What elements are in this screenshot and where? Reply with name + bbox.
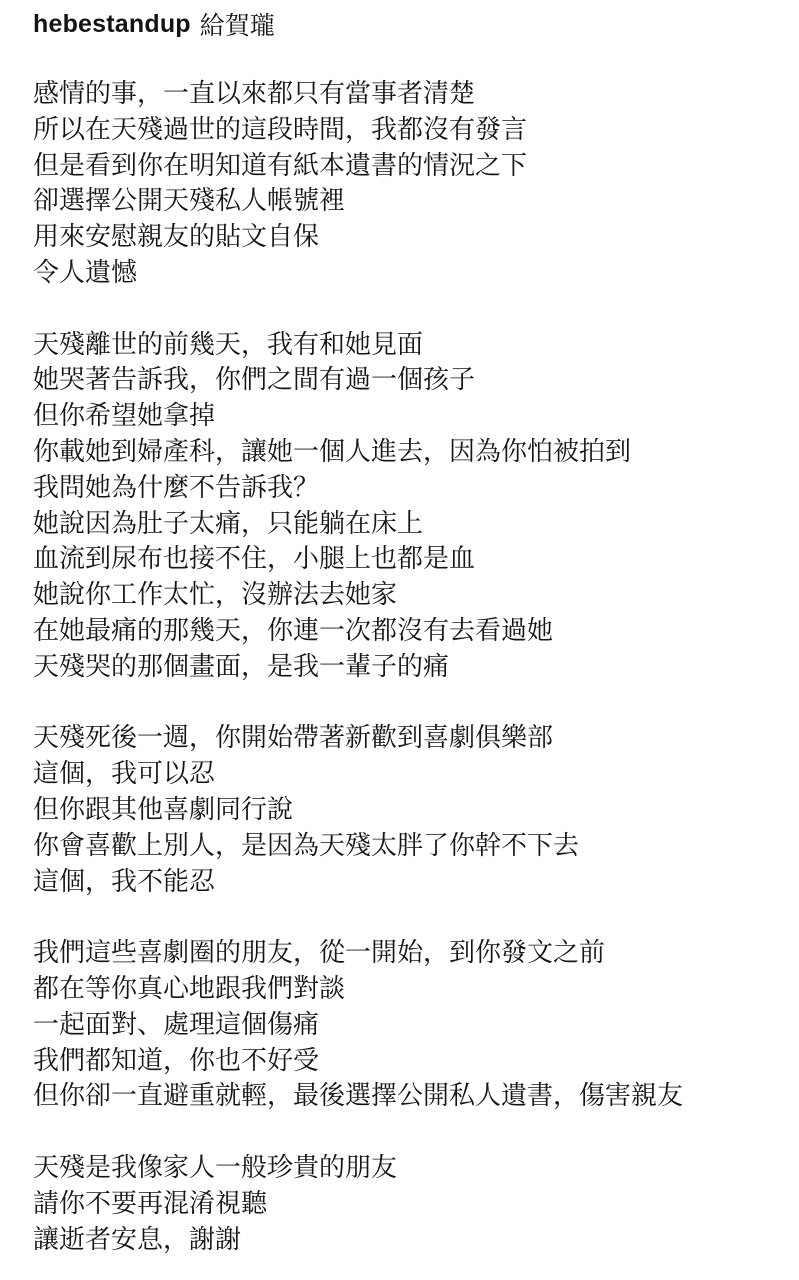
text-line: 一起面對、處理這個傷痛 bbox=[33, 1009, 320, 1040]
recipient-label: 給賀瓏 bbox=[199, 11, 275, 40]
text-line: 用來安慰親友的貼文自保 bbox=[33, 222, 320, 253]
text-line: 天殘死後一週，你開始帶著新歡到喜劇俱樂部 bbox=[33, 723, 554, 754]
text-line: 但你卻一直避重就輕，最後選擇公開私人遺書，傷害親友 bbox=[33, 1081, 684, 1112]
text-line: 所以在天殘過世的這段時間，我都沒有發言 bbox=[33, 114, 528, 145]
text-line: 在她最痛的那幾天，你連一次都沒有去看過她 bbox=[33, 615, 554, 646]
text-line: 天殘哭的那個畫面，是我一輩子的痛 bbox=[33, 651, 450, 682]
text-line: 但你希望她拿掉 bbox=[33, 401, 216, 432]
paragraph-gap bbox=[33, 900, 783, 936]
paragraph bbox=[33, 328, 783, 686]
text-line: 讓逝者安息，謝謝 bbox=[33, 1224, 242, 1255]
text-line: 你會喜歡上別人，是因為天殘太胖了你幹不下去 bbox=[33, 830, 580, 861]
text-line: 她說你工作太忙，沒辦法去她家 bbox=[33, 580, 398, 611]
text-line: 天殘是我像家人一般珍貴的朋友 bbox=[33, 1152, 398, 1183]
paragraph-gap bbox=[33, 292, 783, 328]
text-line: 請你不要再混淆視聽 bbox=[33, 1188, 268, 1219]
paragraph bbox=[33, 1151, 783, 1258]
text-line: 卻選擇公開天殘私人帳號裡 bbox=[33, 186, 346, 217]
text-line: 我們這些喜劇圈的朋友，從一開始，到你發文之前 bbox=[33, 938, 606, 969]
text-line: 但你跟其他喜劇同行說 bbox=[33, 794, 294, 825]
paragraph-gap bbox=[33, 1115, 783, 1151]
text-line: 你載她到婦產科，讓她一個人進去，因為你怕被拍到 bbox=[33, 436, 632, 467]
text-line: 這個，我可以忍 bbox=[33, 759, 216, 790]
text-line: 血流到尿布也接不住，小腿上也都是血 bbox=[33, 544, 476, 575]
text-line: 這個，我不能忍 bbox=[33, 866, 216, 897]
username[interactable]: hebestandup bbox=[33, 9, 191, 38]
text-line: 她說因為肚子太痛，只能躺在床上 bbox=[33, 508, 424, 539]
post-header bbox=[33, 6, 275, 42]
paragraph bbox=[33, 721, 783, 900]
paragraph-gap bbox=[33, 686, 783, 722]
text-line: 我們都知道，你也不好受 bbox=[33, 1045, 320, 1076]
paragraph bbox=[33, 936, 783, 1115]
text-line: 我問她為什麼不告訴我？ bbox=[33, 472, 320, 503]
text-line: 感情的事，一直以來都只有當事者清楚 bbox=[33, 79, 476, 109]
text-line: 但是看到你在明知道有紙本遺書的情況之下 bbox=[33, 150, 528, 181]
paragraph bbox=[33, 77, 783, 292]
text-line: 她哭著告訴我，你們之間有過一個孩子 bbox=[33, 365, 476, 396]
text-line: 都在等你真心地跟我們對談 bbox=[33, 973, 346, 1004]
text-line: 天殘離世的前幾天，我有和她見面 bbox=[33, 329, 424, 360]
text-line: 令人遺憾 bbox=[33, 257, 138, 288]
post-body bbox=[33, 77, 783, 1258]
